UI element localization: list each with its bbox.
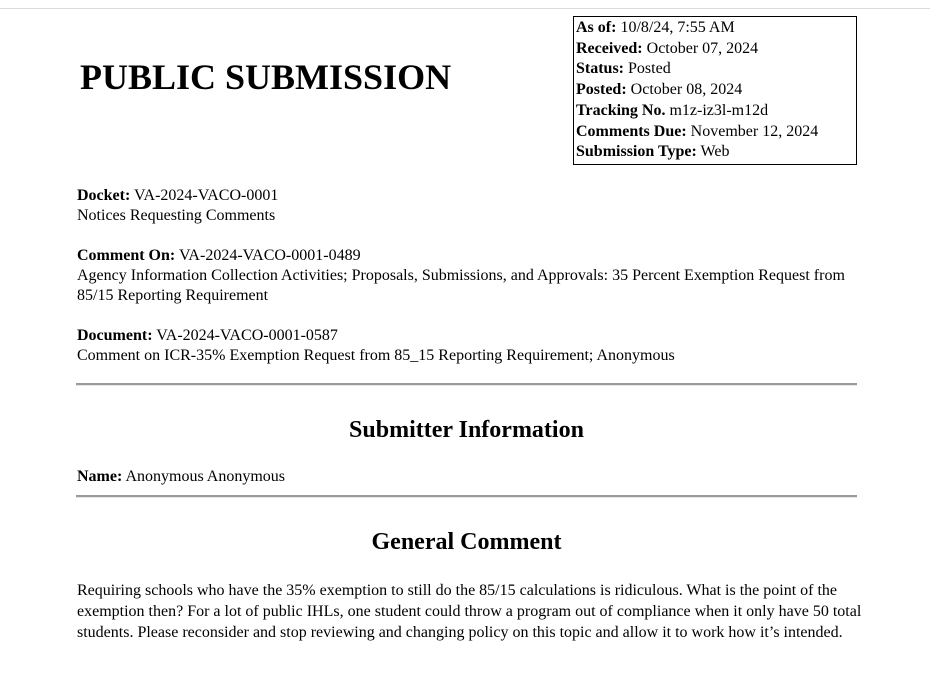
general-comment-heading: General Comment [371,529,562,555]
docket-id-line [77,186,867,206]
document-id: VA-2024-VACO-0001-0587 [156,327,338,344]
submitter-name-line [77,467,867,487]
meta-value: m1z-iz3l-m12d [669,101,769,119]
meta-label: Tracking No. [576,101,666,119]
meta-posted [576,80,856,101]
document-section [77,326,867,366]
meta-label: Posted: [576,81,627,99]
docket-id: VA-2024-VACO-0001 [134,187,279,204]
meta-value: Web [700,143,730,161]
meta-label: Received: [576,39,643,57]
page-title: PUBLIC SUBMISSION [80,57,452,97]
meta-value: October 08, 2024 [630,81,743,99]
docket-label: Docket: [77,187,131,204]
meta-label: As of: [576,19,617,36]
comment-on-id: VA-2024-VACO-0001-0489 [178,247,361,264]
document-description: Comment on ICR-35% Exemption Request from 85_15 Reporting Requirement; Anonymous [77,347,675,364]
submission-metadata-box [573,16,857,165]
meta-comments-due [576,122,856,143]
top-divider [0,8,930,9]
meta-status [576,59,856,80]
meta-received [576,39,856,60]
docket-description: Notices Requesting Comments [77,207,276,224]
meta-label: Comments Due: [576,122,687,140]
docket-section [77,186,867,226]
section-divider [76,383,857,386]
submitter-information-heading: Submitter Information [349,417,584,443]
meta-value: October 07, 2024 [646,39,759,57]
submitter-name-label: Name: [77,468,123,485]
comment-on-label: Comment On: [77,247,176,264]
meta-label: Status: [576,60,625,78]
comment-on-id-line [77,246,867,266]
meta-value: Posted [628,60,671,78]
general-comment-text: Requiring schools who have the 35% exemption to still do the 85/15 calculations is ridiculous. What is the point of the exemption then? For a lot of public IHLs, one student could throw a program out of compliance when it only have 50 total students. Please reconsider and stop reviewing and changing policy on this topic and allow it to work how it’s intended. [77,582,862,641]
comment-on-description: Agency Information Collection Activities; Proposals, Submissions, and Approvals: 35 Percent Exemption Request from 85/15 Reporting Requirement [77,267,845,304]
meta-submission-type [576,142,856,163]
meta-as-of [576,18,856,39]
meta-label: Submission Type: [576,143,697,161]
comment-on-section [77,246,867,306]
document-label: Document: [77,327,153,344]
section-divider [76,495,857,498]
meta-value: 10/8/24, 7:55 AM [620,19,735,36]
submitter-name-value: Anonymous Anonymous [125,468,286,485]
document-id-line [77,326,867,346]
meta-tracking-number [576,101,856,122]
meta-value: November 12, 2024 [690,122,819,140]
